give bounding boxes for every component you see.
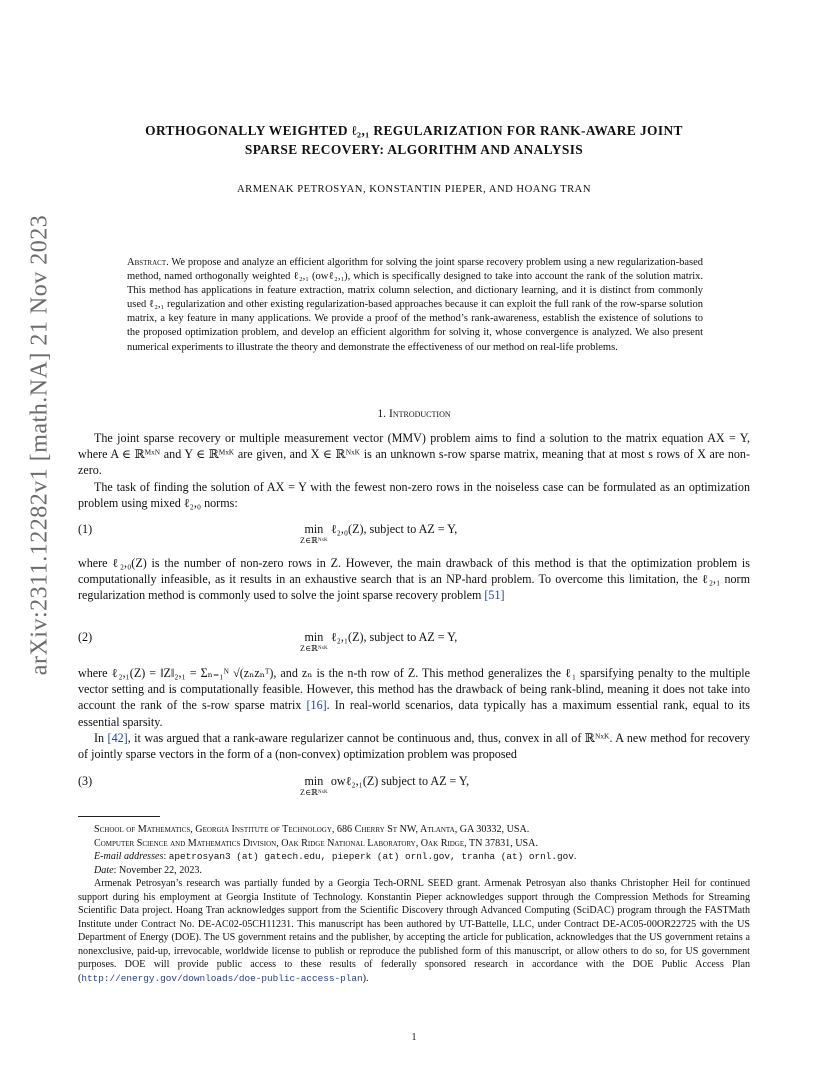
paragraph-5 [78,730,750,762]
title-line-1: ORTHOGONALLY WEIGHTED ℓ₂,₁ REGULARIZATION FOR RANK-AWARE JOINT [145,123,683,138]
date-value: November 22, 2023. [118,864,202,876]
paragraph-5-pre: In [94,731,105,745]
equation-1-number: (1) [78,522,93,536]
equation-2-subscript: Z∈ℝᴺˣᴷ [300,644,328,653]
citation-51[interactable]: [51] [484,588,505,603]
abstract-body: We propose and analyze an efficient algorithm for solving the joint sparse recovery problem using a new regularization-based method, named orthogonally weighted ℓ₂,₁ (owℓ₂,₁), which is specifically designed to take into account the rank of the solution matrix. This method has applications in feature extraction, matrix column selection, and dictionary learning, and it is distinct from commonly used ℓ₂,₁ regularization and other existing regularization-based approaches because it can exploit the full rank of the row-sparse solution matrix, a key feature in many applications. We provide a proof of the method’s rank-awareness, establish the existence of solutions to the proposed optimization problem, and develop an efficient algorithm for solving it, whose convergence is analyzed. We also present numerical experiments to illustrate the theory and demonstrate the effectiveness of our method on real-life problems. [127,257,703,353]
section-number: 1. [377,407,387,420]
affiliation-2: Computer Science and Mathematics Division, Oak Ridge National Laboratory, Oak Ridge, TN 37831, USA. [94,837,538,849]
arxiv-stamp [20,214,60,676]
equation-2 [300,630,457,653]
section-heading [80,407,748,420]
paper-title [80,121,748,159]
funding-text: Armenak Petrosyan’s research was partially funded by a Georgia Tech-ORNL SEED grant. Armenak Petrosyan also thanks Christopher Heil for continued support during his employment at Georgia Institute of Technology. Konstantin Pieper acknowledges support through the Compression Methods for Streaming Scientific Data project. Hoang Tran acknowledges support from the Scientific Discovery through Advanced Computing (SciDAC) program through the FASTMath Institute under Contract No. DE-AC02-05CH11231. This manuscript has been authored by UT-Battelle, LLC, under Contract DE-AC05-00OR22725 with the US Department of Energy (DOE). The US government retains and the publisher, by accepting the article for publication, acknowledges that the US government retains a nonexclusive, paid-up, irrevocable, worldwide license to publish or reproduce the published form of this manuscript, or allow others to do so, for US government purposes. DOE will provide public access to these results of federally sponsored research in accordance with the DOE Public Access Plan ( [78,878,750,984]
equation-3 [300,774,469,797]
abstract [127,256,703,355]
doe-plan-link[interactable]: http://energy.gov/downloads/doe-public-access-plan [81,972,363,984]
equation-2-min: min [304,630,324,644]
funding-note [78,877,750,985]
citation-16[interactable]: [16] [306,698,327,713]
paragraph-5-text: , it was argued that a rank-aware regularizer cannot be continuous and, thus, convex in all of ℝᴺˣᴷ. A new method for recovery of jointly sparse vectors in the form of a (non-convex) optimization problem was proposed [78,731,751,762]
paragraph-4-text-a: where ℓ₂,₁(Z) = ‖Z‖₂,₁ = Σₙ₌₁ᴺ √(zₙzₙᵀ), and zₙ is the n-th row of Z. This method generalizes the ℓ₁ sparsifying penalty to the multiple vector setting and is computationally feasible. However, this method has the drawback of being rank-blind, meaning it does not take into account the rank of the s-row sparse matrix [78,666,750,713]
affiliation-1: School of Mathematics, Georgia Institute of Technology, 686 Cherry St NW, Atlanta, GA 30332, USA. [94,824,530,835]
footnote-rule [78,816,160,817]
page-number: 1 [411,1032,417,1043]
paragraph-4-text-b: . In real-world scenarios, data typically has a maximum essential rank, equal to its essential sparsity. [78,698,750,729]
date-label: Date [94,864,114,876]
email-line: E-mail addresses: apetrosyan3 (at) gatech.edu, pieperk (at) ornl.gov, tranha (at) ornl.gov. [94,851,577,862]
abstract-lead: Abstract. [127,257,169,268]
paragraph-3-text: where ℓ₂,₀(Z) is the number of non-zero rows in Z. However, the main drawback of this method is that the optimization problem is computationally infeasible, as it results in an exhaustive search that is an NP-hard problem. To overcome this limitation, the ℓ₂,₁ norm regularization method is commonly used to solve the joint sparse recovery problem [78,556,750,603]
funding-end: ). [362,972,369,984]
equation-3-number: (3) [78,774,93,788]
equation-1-subscript: Z∈ℝᴺˣᴷ [300,536,328,545]
date-line: Date: November 22, 2023. [94,864,202,876]
footnotes [78,823,750,985]
equation-1-min: min [304,522,324,536]
equation-1-body: ℓ₂,₀(Z), subject to AZ = Y, [330,522,458,536]
paragraph-4 [78,665,750,730]
paragraph-3 [78,555,750,604]
equation-1 [300,522,457,545]
equation-3-subscript: Z∈ℝᴺˣᴷ [300,788,328,797]
arxiv-id: arXiv:2311.12282v1 [math.NA] 21 Nov 2023 [26,214,53,676]
authors: ARMENAK PETROSYAN, KONSTANTIN PIEPER, AND HOANG TRAN [237,184,591,195]
section-title: Introduction [388,407,451,420]
email-label: E-mail addresses [94,851,164,862]
paragraph-1: The joint sparse recovery or multiple measurement vector (MMV) problem aims to find a solution to the matrix equation AX = Y, where A ∈ ℝᴹˣᴺ and Y ∈ ℝᴹˣᴷ are given, and X ∈ ℝᴺˣᴷ is an unknown s-row sparse matrix, meaning that at most s rows of X are non-zero. [78,431,750,478]
equation-2-body: ℓ₂,₁(Z), subject to AZ = Y, [330,630,458,644]
equation-2-number: (2) [78,630,93,644]
citation-42[interactable]: [42] [107,731,128,745]
paragraph-2: The task of finding the solution of AX = Y with the fewest non-zero rows in the noiseless case can be formulated as an optimization problem using mixed ℓ₂,₀ norms: [78,480,750,511]
equation-3-body: owℓ₂,₁(Z) subject to AZ = Y, [330,774,470,788]
email-addresses[interactable]: apetrosyan3 (at) gatech.edu, pieperk (at) ornl.gov, tranha (at) ornl.gov [168,851,574,862]
title-line-2: SPARSE RECOVERY: ALGORITHM AND ANALYSIS [244,142,584,157]
equation-3-min: min [304,774,324,788]
